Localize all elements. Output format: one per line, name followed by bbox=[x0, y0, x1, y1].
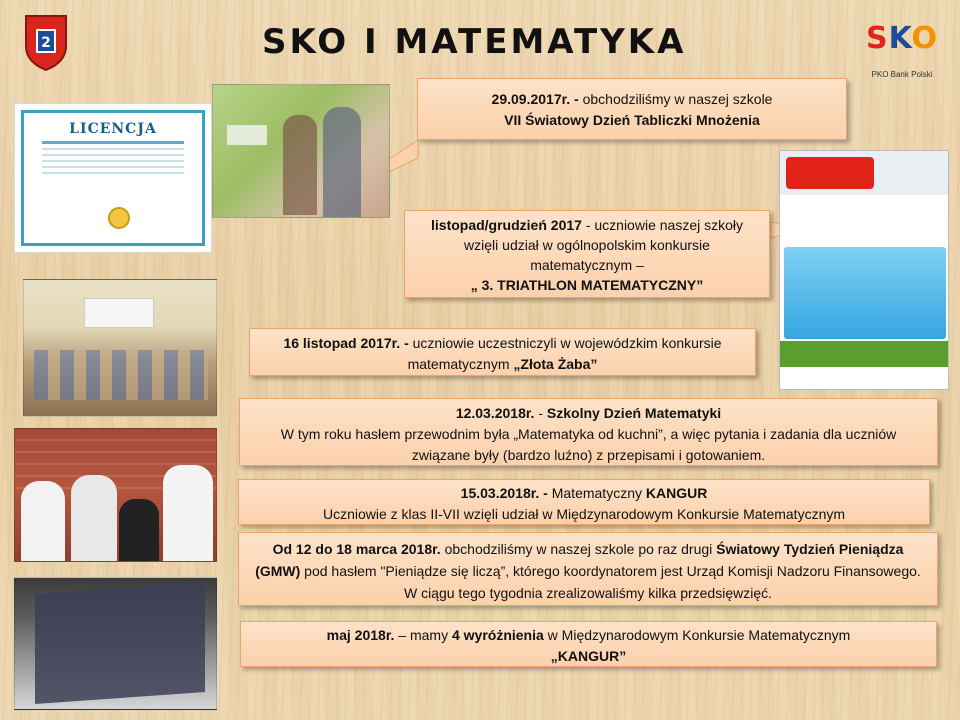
event-6-date: Od 12 do 18 marca 2018r. bbox=[272, 541, 441, 557]
event-2-date: listopad/grudzień 2017 bbox=[431, 217, 582, 233]
event-box-3 bbox=[249, 328, 756, 376]
event-box-4 bbox=[239, 398, 938, 466]
event-7-body: w Międzynarodowym Konkursie Matematycznym bbox=[543, 627, 851, 643]
event-5-text: Matematyczny bbox=[547, 485, 646, 501]
event-box-7 bbox=[240, 621, 937, 667]
poster-badge bbox=[786, 157, 874, 189]
event-5-body: Uczniowie z klas II-VII wzięli udział w Międzynarodowym Konkursie Matematycznym bbox=[322, 506, 846, 522]
event-4-sep: - bbox=[534, 405, 547, 421]
event-box-6 bbox=[238, 532, 938, 606]
photo-projector-screen bbox=[14, 577, 217, 710]
event-7-kangur: „KANGUR” bbox=[550, 648, 627, 664]
event-3-date: 16 listopad 2017r. - bbox=[283, 335, 409, 351]
event-5-title: KANGUR bbox=[645, 485, 708, 501]
photo-four-boys bbox=[14, 428, 217, 562]
page-title: SKO I MATEMATYKA bbox=[262, 22, 687, 62]
triathlon-poster-image bbox=[779, 150, 949, 390]
certificate-seal-icon bbox=[108, 207, 130, 229]
event-6-body: pod hasłem "Pieniądze się liczą”, którego koordynatorem jest Urząd Komisji Nadzoru Finansowego. W ciągu tego tygodnia zrealizowaliśmy kilka przedsięwzięć. bbox=[300, 563, 921, 601]
event-7-title: 4 wyróżnienia bbox=[451, 627, 544, 643]
poster-footer bbox=[780, 341, 948, 367]
event-5-date: 15.03.2018r. - bbox=[460, 485, 548, 501]
event-1-date: 29.09.2017r. - bbox=[491, 91, 579, 107]
event-2-title: „ 3. TRIATHLON MATEMATYCZNY” bbox=[470, 277, 704, 293]
photo-classroom bbox=[23, 279, 217, 417]
event-3-title: „Złota Żaba” bbox=[513, 356, 598, 372]
event-7-text: – mamy bbox=[394, 627, 452, 643]
event-4-title: Szkolny Dzień Matematyki bbox=[546, 405, 722, 421]
poster-swimmer-illustration bbox=[784, 247, 946, 339]
sko-logo-subtitle: PKO Bank Polski bbox=[871, 70, 933, 79]
event-box-2 bbox=[404, 210, 770, 298]
event-2-text: - uczniowie naszej szkoły wzięli udział w ogólnopolskim konkursie matematycznym – bbox=[464, 217, 743, 273]
event-1-text: obchodziliśmy w naszej szkole bbox=[578, 91, 773, 107]
sko-logo-word: SKO bbox=[865, 21, 939, 56]
event-4-body: W tym roku hasłem przewodnim była „Matematyka od kuchni”, a więc pytania i zadania dla uczniów związane były (bardzo luźno) z przepisami i gotowaniem. bbox=[280, 426, 897, 463]
svg-text:2: 2 bbox=[41, 35, 51, 51]
event-1-title: VII Światowy Dzień Tabliczki Mnożenia bbox=[504, 112, 760, 128]
event-box-1 bbox=[417, 78, 847, 140]
event-7-date: maj 2018r. bbox=[326, 627, 395, 643]
photo-students-board bbox=[212, 84, 390, 218]
sko-logo-icon bbox=[860, 22, 944, 92]
certificate-title: LICENCJA bbox=[69, 121, 157, 137]
school-crest-icon bbox=[20, 12, 72, 72]
certificate-image bbox=[14, 103, 212, 253]
event-4-date: 12.03.2018r. bbox=[455, 405, 535, 421]
poster-header bbox=[780, 151, 948, 195]
event-3-text: uczniowie uczestniczyli w wojewódzkim konkursie matematycznym bbox=[407, 335, 722, 372]
event-box-5 bbox=[238, 479, 930, 525]
event-6-text: obchodziliśmy w naszej szkole po raz drugi bbox=[440, 541, 717, 557]
event-6-title: Światowy Tydzień Pieniądza (GMW) bbox=[255, 541, 904, 579]
